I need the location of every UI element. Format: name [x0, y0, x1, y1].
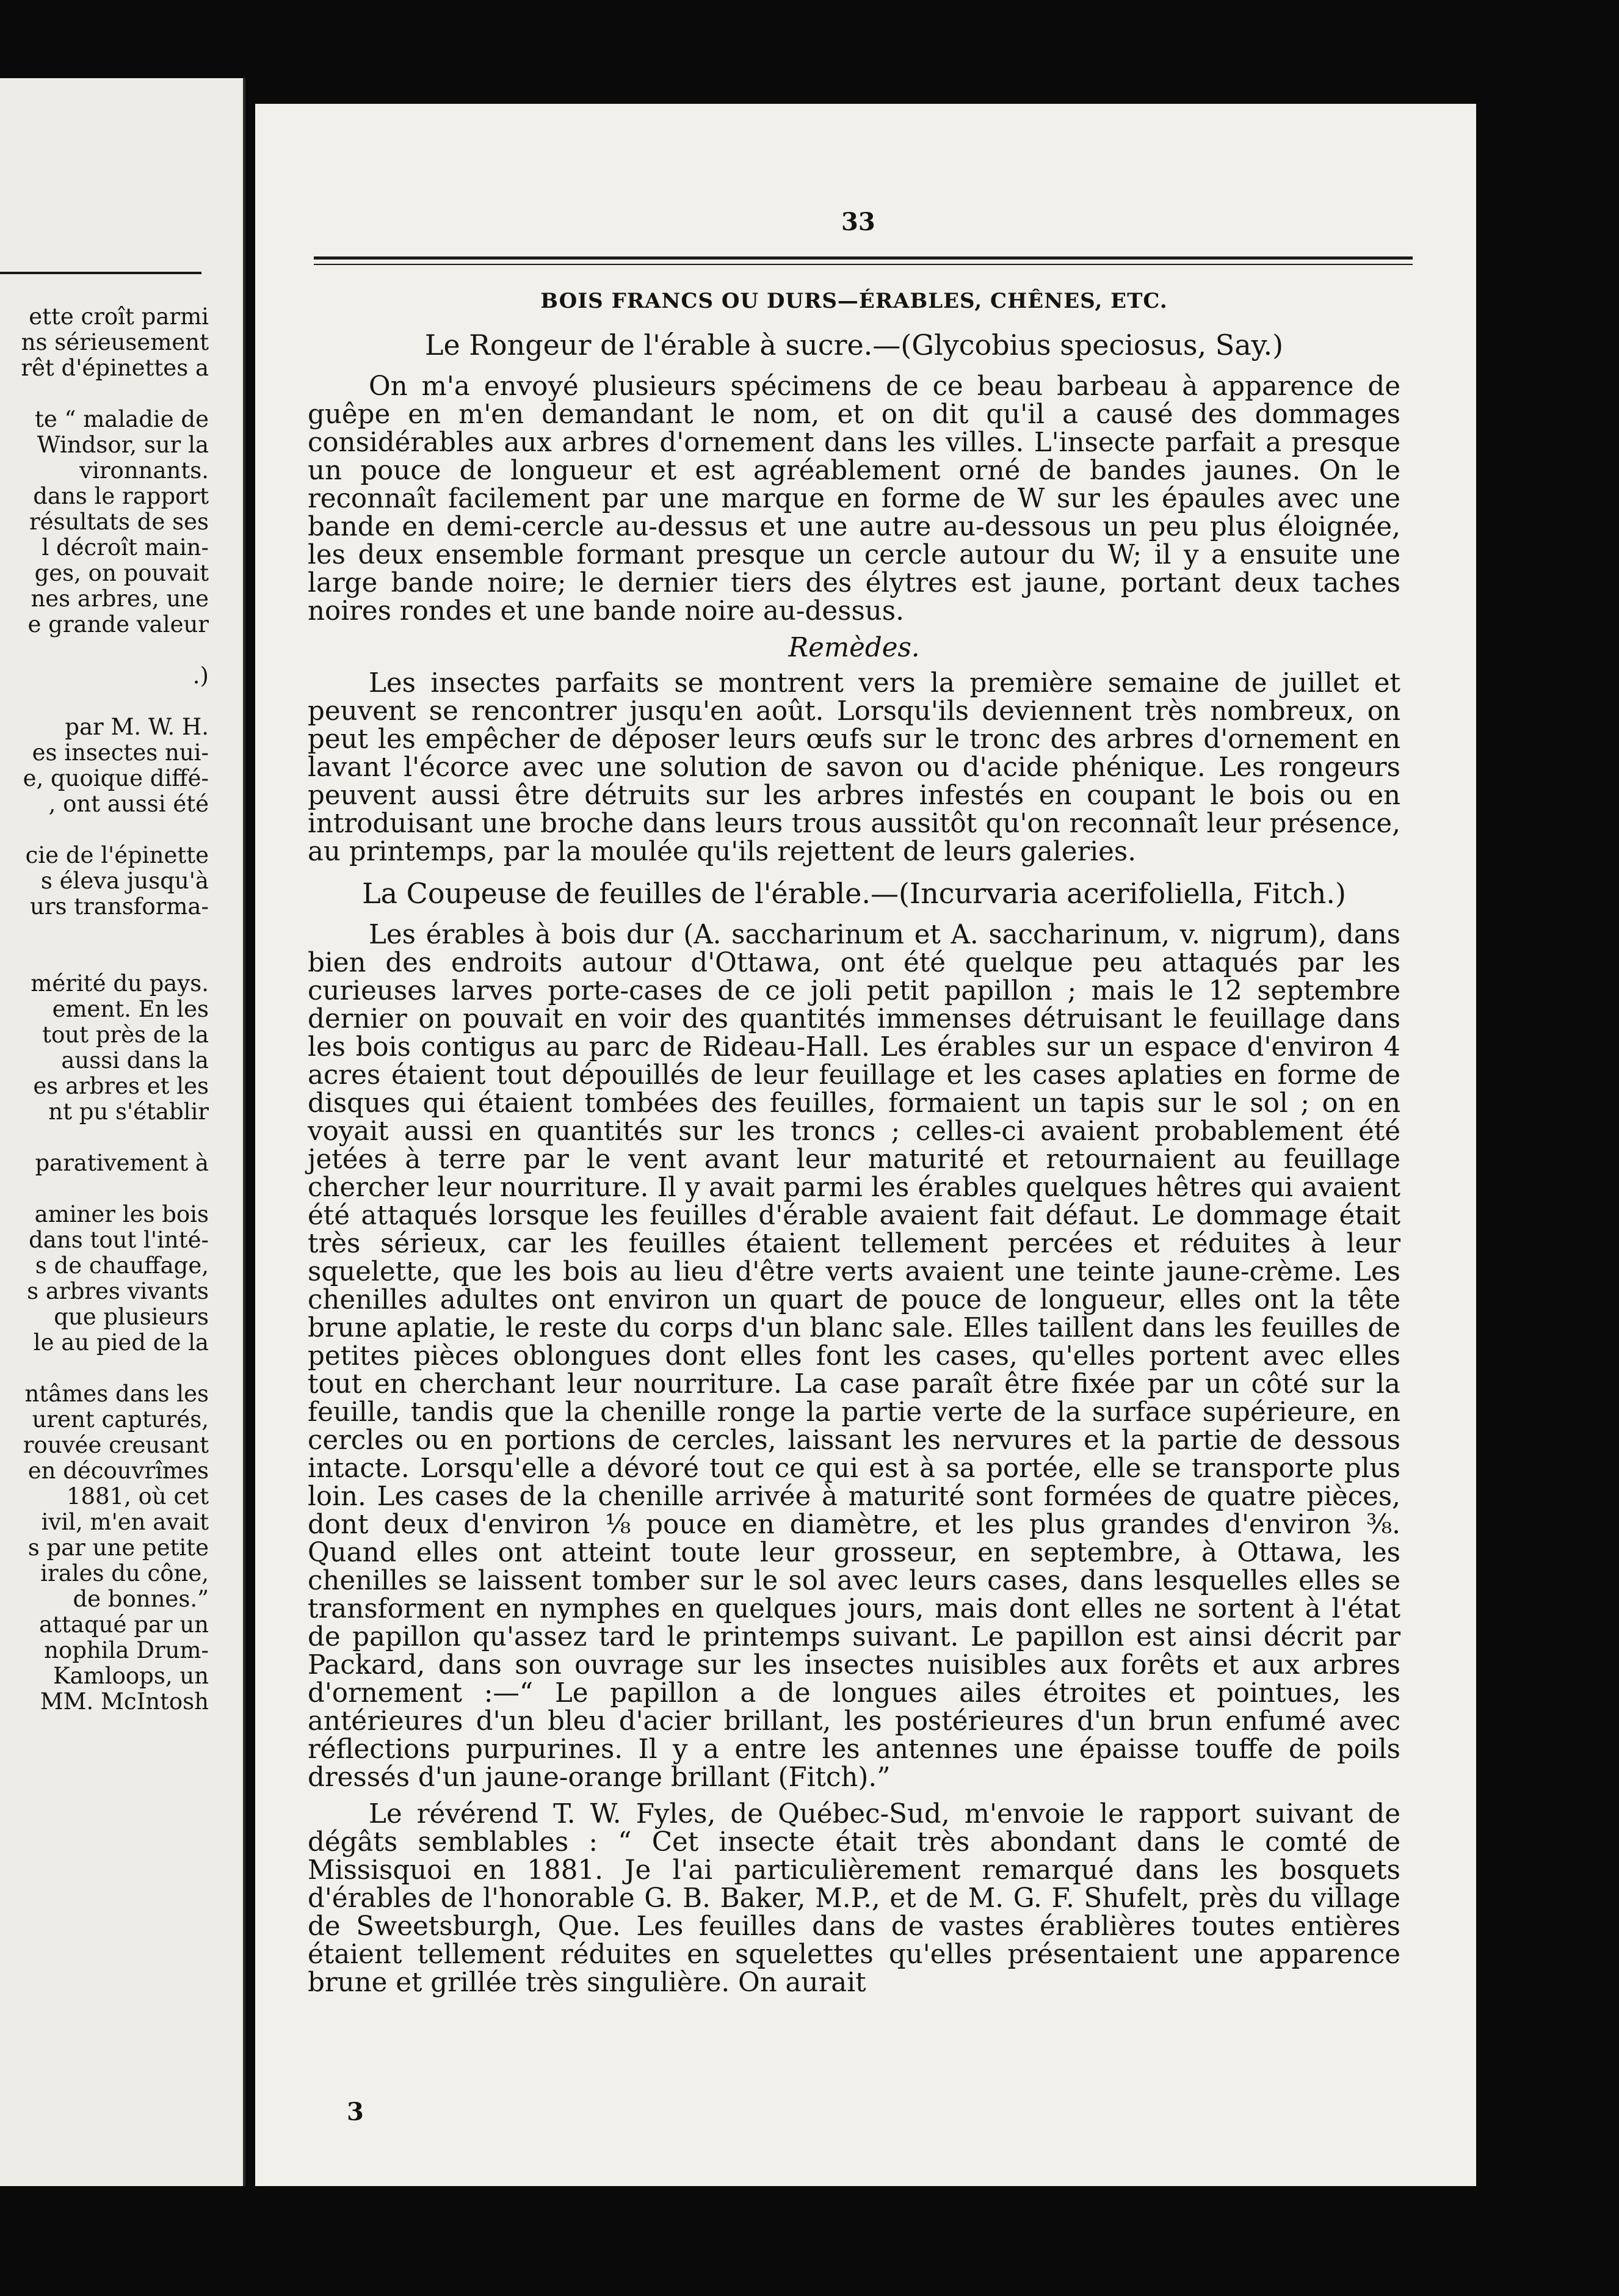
left-page-text-column [0, 304, 209, 1715]
left-page-line: e grande valeur [27, 611, 209, 638]
left-page-line [0, 1176, 209, 1202]
left-page-line: ns sérieusement [21, 329, 209, 355]
left-page-fragment [0, 78, 245, 2186]
signature-mark: 3 [347, 2098, 364, 2126]
left-page-line: mérité du pays. [31, 970, 209, 997]
left-page-line: .) [192, 663, 209, 689]
left-page-line: ges, on pouvait [34, 560, 209, 586]
left-page-line: irales du cône, [40, 1560, 209, 1586]
subheading-remedes: Remèdes. [788, 633, 920, 663]
left-page-line: dans le rapport [33, 483, 209, 509]
left-page-line: es insectes nui- [32, 739, 209, 766]
left-page-line [0, 817, 209, 843]
left-page-line [0, 920, 209, 945]
left-page-line: attaqué par un [39, 1611, 209, 1638]
left-page-header-rule [0, 272, 201, 274]
page-body [308, 287, 1400, 1997]
left-page-line: en découvrîmes [27, 1458, 209, 1484]
left-page-line [0, 381, 209, 407]
left-page-line: 1881, où cet [66, 1483, 209, 1509]
left-page-line: s arbres vivants [27, 1278, 209, 1304]
paragraph-rongeur: On m'a envoyé plusieurs spécimens de ce beau barbeau à apparence de guêpe en m'en demandant le nom, et on dit qu'il a causé des dommages considérables aux arbres d'ornement dans les villes. L'insecte parfait a presque un pouce de longueur et est agréablement orné de bandes jaunes. On le reconnaît facilement par une marque en forme de W sur les épaules avec une bande en demi-cercle au-dessus et une autre au-dessous un peu plus éloignée, les deux ensemble formant presque un cercle autour du W; il y a ensuite une large bande noire; le dernier tiers des élytres est jaune, portant deux taches noires rondes et une bande noire au-dessus. [308, 371, 1400, 627]
left-page-line: le au pied de la [33, 1329, 209, 1356]
left-page-line: cie de l'épinette [25, 842, 209, 868]
left-page-line [0, 1125, 209, 1150]
left-page-line: résultats de ses [29, 509, 209, 535]
header-rule [314, 256, 1413, 260]
left-page-line: ette croît parmi [29, 303, 209, 330]
paragraph-remedes: Les insectes parfaits se montrent vers la première semaine de juillet et peuvent se rencontrer jusqu'en août. Lorsqu'ils deviennent très nombreux, on peut les empêcher de déposer leurs œufs sur le tronc des arbres d'ornement en lavant l'écorce avec une solution de savon ou d'acide phénique. Les rongeurs peuvent aussi être détruits sur les arbres infestés en coupant le bois ou en introduisant une broche dans leurs trous aussitôt qu'on reconnaît leur présence, au printemps, par la moulée qu'ils rejettent de leurs galeries. [308, 668, 1400, 867]
left-page-line: es arbres et les [33, 1073, 209, 1099]
paragraph-coupeuse: Les érables à bois dur (A. saccharinum et A. saccharinum, v. nigrum), dans bien des endroits autour d'Ottawa, ont été quelque peu attaqués par les curieuses larves porte-cases de ce joli petit papillon ; mais le 12 septembre dernier on pouvait en voir des quantités immenses détruisant le feuillage dans les bois contigus au parc de Rideau-Hall. Les érables sur un espace d'environ 4 acres étaient tout dépouillés de leur feuillage et les cases aplaties en forme de disques qui étaient tombées des feuilles, formaient un tapis sur le sol ; on en voyait aussi en quantités sur les troncs ; celles-ci avaient probablement été jetées à terre par le vent avant leur maturité et retournaient au feuillage chercher leur nourriture. Il y avait parmi les érables quelques hêtres qui avaient été attaqués lorsque les feuilles d'érable avaient fait défaut. Le dommage était très sérieux, car les feuilles étaient tellement percées et réduites à leur squelette, que les bois au lieu d'être verts avaient une teinte jaune-crème. Les chenilles adultes ont environ un quart de pouce de longueur, elles ont la tête brune aplatie, le reste du corps d'un blanc sale. Elles taillent dans les feuilles de petites pièces oblongues dont elles font les cases, qu'elles portent avec elles tout en cherchant leur nourriture. La case paraît être fixée par un côté sur la feuille, tandis que la chenille ronge la partie verte de la surface supérieure, en cercles ou en portions de cercles, laissant les nervures et la partie de dessous intacte. Lorsqu'elle a dévoré tout ce qui est à sa portée, elle se transporte plus loin. Les cases de la chenille arrivée à maturité sont formées de quatre pièces, dont deux d'environ ⅛ pouce en diamètre, et les plus grandes d'environ ⅜. Quand elles ont atteint toute leur grosseur, en septembre, à Ottawa, les chenilles se laissent tomber sur le sol avec leurs cases, dans lesquelles elles se transforment en nymphes en quelques jours, mais dont elles ne sortent à l'état de papillon qu'assez tard le printemps suivant. Le papillon est ainsi décrit par Packard, dans son ouvrage sur les insectes nuisibles aux forêts et aux arbres d'ornement :—“ Le papillon a de longues ailes étroites et pointues, les antérieures d'un bleu d'acier brillant, les postérieures d'un brun enfumé avec réflections purpurines. Il y a entre les antennes une épaisse touffe de poils dressés d'un jaune-orange brillant (Fitch).” [308, 920, 1400, 1793]
left-page-line: te “ maladie de [35, 406, 209, 432]
left-page-line: par M. W. H. [65, 714, 209, 740]
section-heading-coupeuse: La Coupeuse de feuilles de l'érable.—(Incurvaria acerifoliella, Fitch.) [362, 877, 1346, 910]
left-page-line: Kamloops, un [53, 1663, 209, 1689]
left-page-line: s de chauffage, [35, 1252, 209, 1279]
left-page-line: aminer les bois [34, 1201, 209, 1227]
page-number: 33 [841, 208, 875, 236]
left-page-line: vironnants. [79, 457, 209, 484]
left-page-line: s éleva jusqu'à [40, 868, 209, 894]
left-page-line: ntâmes dans les [24, 1381, 209, 1407]
header-rule-thin [314, 264, 1413, 265]
left-page-line: tout près de la [42, 1022, 209, 1048]
left-page-line: , ont aussi été [48, 791, 209, 817]
left-page-line [0, 638, 209, 663]
left-page-line [0, 689, 209, 714]
left-page-line: Windsor, sur la [37, 432, 209, 458]
paragraph-fyles: Le révérend T. W. Fyles, de Québec-Sud, m'envoie le rapport suivant de dégâts semblables : “ Cet insecte était très abondant dans le comté de Missisquoi en 1881. Je l'ai particulièrement remarqué dans les bosquets d'érables de l'honorable G. B. Baker, M.P., et de M. G. F. Shufelt, près du village de Sweetsburgh, Que. Les feuilles dans de vastes érablières toutes entières étaient tellement réduites en squelettes qu'elles présentaient une apparence brune et grillée très singulière. On aurait [308, 1799, 1400, 1998]
left-page-line: rouvée creusant [23, 1432, 209, 1458]
left-page-line: ement. En les [52, 996, 209, 1022]
left-page-line: e, quoique diffé- [23, 765, 209, 791]
left-page-line: de bonnes.” [73, 1586, 209, 1612]
left-page-line: rêt d'épinettes a [21, 355, 209, 381]
left-page-line: l décroît main- [42, 534, 209, 561]
left-page-line: nophila Drum- [44, 1637, 209, 1663]
left-page-line: parativement à [35, 1150, 209, 1176]
left-page-line: nt pu s'établir [48, 1099, 209, 1125]
left-page-line [0, 945, 209, 971]
section-heading-rongeur: Le Rongeur de l'érable à sucre.—(Glycobius speciosus, Say.) [424, 329, 1284, 361]
left-page-line: ivil, m'en avait [41, 1509, 209, 1535]
left-page-line: dans tout l'inté- [29, 1227, 209, 1253]
left-page-line: nes arbres, une [31, 586, 209, 612]
right-page [255, 104, 1476, 2186]
left-page-line: MM. McIntosh [40, 1688, 209, 1715]
left-page-line: urs transforma- [29, 893, 209, 920]
left-page-line: s par une petite [27, 1535, 209, 1561]
left-page-line: aussi dans la [61, 1047, 209, 1074]
left-page-line: urent capturés, [32, 1406, 209, 1433]
left-page-line [0, 1356, 209, 1381]
left-page-line: que plusieurs [54, 1304, 209, 1330]
running-head: BOIS FRANCS OU DURS—ÉRABLES, CHÊNES, ETC. [540, 289, 1168, 313]
